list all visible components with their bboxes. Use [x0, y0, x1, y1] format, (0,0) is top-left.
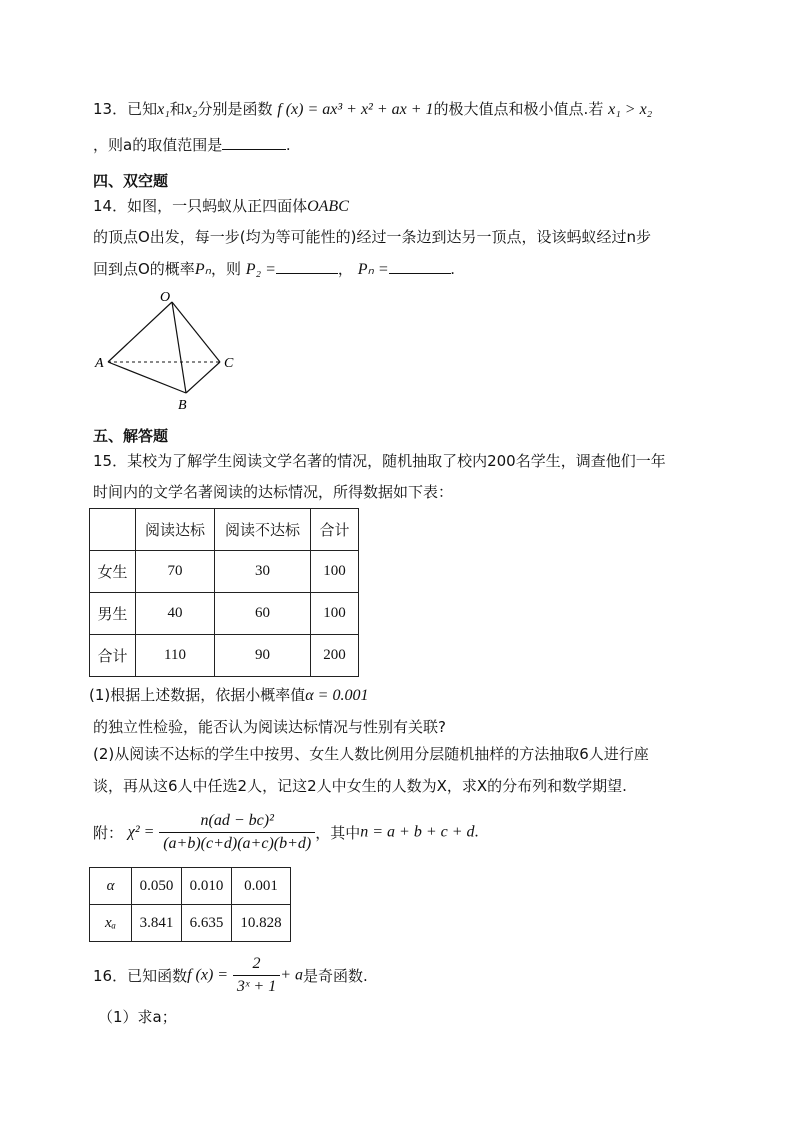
table-cell: 0.010 [182, 868, 232, 905]
table-cell: 90 [215, 635, 311, 677]
q14-comma: ， [337, 260, 353, 278]
q16-numerator: 2 [233, 955, 280, 976]
chi-numerator: n(ad − bc)² [159, 812, 315, 833]
vertex-a-label: A [95, 356, 104, 371]
q13-condition: x₁ > x₂ [608, 101, 653, 118]
table-header-cell: 阅读达标 [136, 509, 215, 551]
q13-lead: 13．已知 [93, 100, 158, 118]
table-header-row [90, 509, 359, 551]
chi-denominator: (a+b)(c+d)(a+c)(b+d) [163, 835, 312, 852]
table-header-cell: 合计 [311, 509, 359, 551]
q15-part1-text: (1)根据上述数据，依据小概率值 [89, 686, 306, 704]
n-definition: n = a + b + c + d [360, 823, 475, 841]
q13-formula: f (x) = ax³ + x² + ax + 1 [277, 101, 434, 118]
vertex-b-label: B [178, 398, 187, 413]
table-cell: 男生 [90, 593, 136, 635]
q15-line2: 时间内的文学名著阅读的达标情况，所得数据如下表： [93, 483, 454, 501]
q14-p2: P₂ = [245, 261, 276, 278]
appendix-label: 附： [93, 824, 124, 842]
q13-tail: 的极大值点和极小值点.若 [433, 100, 604, 118]
table-cell: 200 [311, 635, 359, 677]
q15-part2-line1: (2)从阅读不达标的学生中按男、女生人数比例用分层随机抽样的方法抽取6人进行座 [93, 745, 649, 763]
q14-line3: 回到点O的概率Pₙ，则 P₂ = ， Pₙ = . [93, 260, 455, 278]
table-row [90, 551, 359, 593]
chi-where: ，其中 [315, 824, 361, 842]
q16-denominator: 3ˣ + 1 [236, 978, 277, 995]
q15-line1: 15．某校为了解学生阅读文学名著的情况，随机抽取了校内200名学生，调查他们一年 [93, 452, 666, 470]
table-cell: 100 [311, 593, 359, 635]
table-cell: 女生 [90, 551, 136, 593]
table-cell: 60 [215, 593, 311, 635]
chi-lhs: χ² = [127, 823, 155, 841]
q14-text1: 14．如图，一只蚂蚁从正四面体 [93, 197, 308, 215]
q14-line1 [93, 195, 349, 216]
answer-blank-q13[interactable] [222, 135, 286, 150]
q13-line2: ，则a的取值范围是 . [93, 136, 291, 154]
q13-mid: 分别是函数 [197, 100, 273, 118]
q15-part1-line1 [89, 684, 368, 705]
q15-part1-line2: 的独立性检验，能否认为阅读达标情况与性别有关联? [93, 718, 446, 736]
table-cell: 0.050 [132, 868, 182, 905]
table-cell: 30 [215, 551, 311, 593]
table-cell: 合计 [90, 635, 136, 677]
q16-part1: （1）求a； [98, 1008, 177, 1026]
q14-pn: Pₙ [194, 261, 211, 278]
q15-alpha: α = 0.001 [305, 687, 369, 704]
q14-pn2: Pₙ = [357, 261, 389, 278]
q13-line1 [93, 98, 652, 119]
table-cell: 6.635 [182, 905, 232, 942]
table-row [90, 635, 359, 677]
q16-plus-a: + a [280, 966, 303, 984]
table-cell: 10.828 [232, 905, 291, 942]
table-cell: α [90, 868, 132, 905]
table-cell: 3.841 [132, 905, 182, 942]
vertex-c-label: C [224, 356, 234, 371]
table-cell: 70 [136, 551, 215, 593]
n-end: . [474, 823, 479, 841]
table-row [90, 905, 291, 942]
q16-lead: 16．已知函数 [93, 967, 188, 985]
q15-part2-line2: 谈，再从这6人中任选2人，记这2人中女生的人数为X，求X的分布列和数学期望. [93, 777, 627, 795]
table-row [90, 868, 291, 905]
q14-tetra: OABC [307, 198, 349, 215]
table-header-cell: 阅读不达标 [215, 509, 311, 551]
critical-value-table [89, 867, 291, 942]
answer-blank-pn[interactable] [389, 259, 451, 274]
table-cell: 40 [136, 593, 215, 635]
q16-fraction [233, 955, 280, 996]
table-cell: 100 [311, 551, 359, 593]
section-title-5: 五、解答题 [93, 427, 169, 445]
answer-blank-p2[interactable] [276, 259, 338, 274]
table-cell: xₐ [90, 905, 132, 942]
q13-x1: x₁ [157, 101, 170, 118]
q16-tail: 是奇函数. [302, 967, 368, 985]
q13-range-text: ，则a的取值范围是 [93, 136, 223, 154]
q14-text3a: 回到点O的概率 [93, 260, 195, 278]
tetrahedron-figure [90, 288, 250, 413]
section-title-4: 四、双空题 [93, 172, 169, 190]
chi-fraction [159, 812, 315, 853]
table-cell: 0.001 [232, 868, 291, 905]
chi-square-formula [93, 812, 479, 853]
q14-line2: 的顶点O出发，每一步(均为等可能性的)经过一条边到达另一顶点，设该蚂蚁经过n步 [93, 228, 652, 246]
q14-text3b: ，则 [210, 260, 241, 278]
q16-fx: f (x) = [187, 966, 229, 984]
q16-line1 [93, 955, 368, 996]
q13-x2: x₂ [184, 101, 198, 118]
table-row [90, 593, 359, 635]
q13-and: 和 [169, 100, 185, 118]
vertex-o-label: O [160, 290, 171, 305]
table-cell: 110 [136, 635, 215, 677]
reading-table [89, 508, 359, 677]
table-header-cell [90, 509, 136, 551]
